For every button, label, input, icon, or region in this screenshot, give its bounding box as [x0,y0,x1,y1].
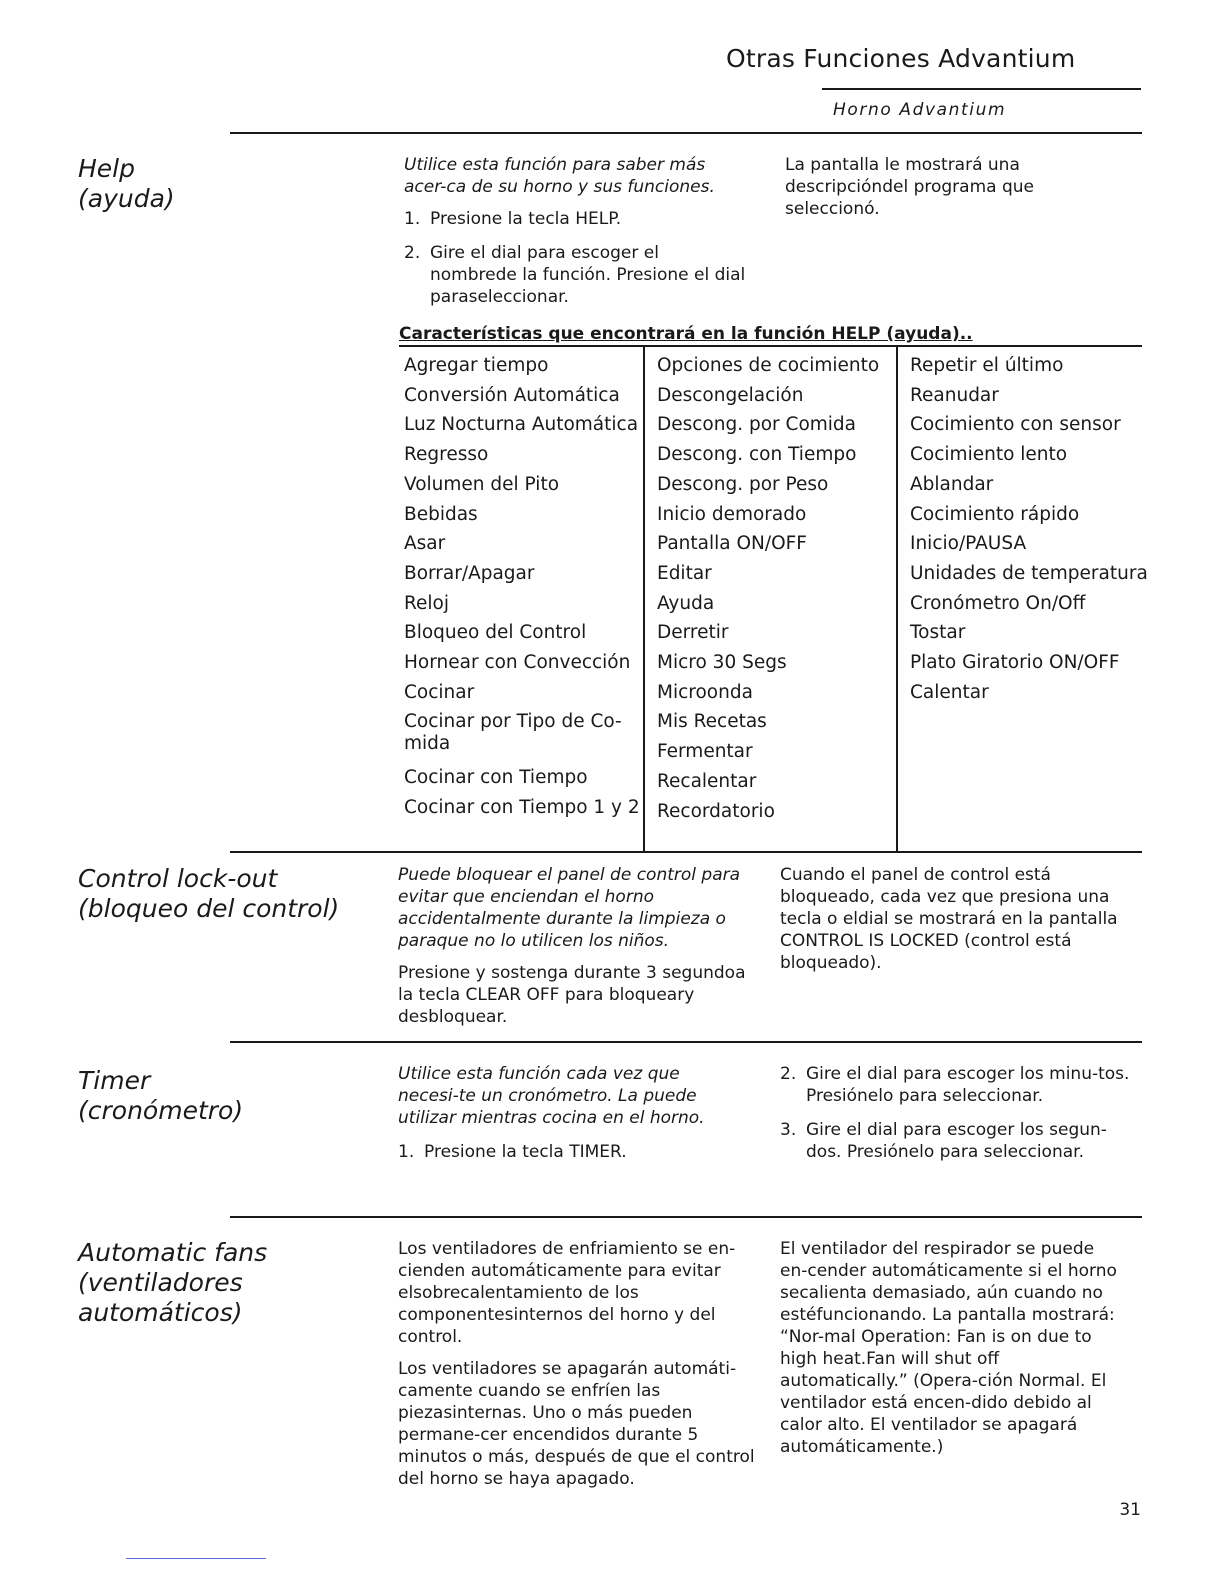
feature-item: Bloqueo del Control [404,622,587,644]
feature-item: Recalentar [657,770,757,792]
feature-item: Cocimiento con sensor [910,414,1121,436]
timer-step-number: 1. [398,1142,415,1162]
timer-title-line2: (cronómetro) [78,1096,244,1125]
timer-step-text: Gire el dial para escoger los minu-tos. Presiónelo para seleccionar. [806,1064,1130,1106]
help-title-line1: Help [78,154,135,183]
feature-item: Inicio/PAUSA [910,533,1027,555]
feature-item: Micro 30 Segs [657,652,787,674]
timer-section-title [78,1066,243,1126]
section-divider-lockout [230,851,1142,853]
lockout-instruction: Presione y sostenga durante 3 segundoa la tecla CLEAR OFF para bloqueary desbloquear. [398,963,746,1027]
help-step [404,208,749,230]
page-header-subtitle: Horno Advantium [833,100,1007,120]
feature-item: Repetir el último [910,355,1064,376]
feature-item: Plato Giratorio ON/OFF [910,652,1120,674]
lockout-title-line1: Control lock-out [78,864,278,893]
page-number: 31 [1119,1500,1141,1520]
features-table-top-rule [399,345,1142,347]
help-step [404,242,749,308]
help-step-number: 2. [404,243,421,263]
timer-step-text: Presione la tecla TIMER. [424,1142,627,1162]
feature-item: Cocinar por Tipo de Co-mida [404,711,622,755]
timer-step [398,1141,738,1163]
feature-item: Regresso [404,444,489,466]
feature-item: Conversión Automática [404,384,620,406]
footer-link-underline [126,1558,266,1559]
fans-title-line2: (ventiladores [78,1268,243,1297]
section-divider-timer [230,1041,1142,1043]
features-column-divider [643,347,645,853]
feature-item: Ablandar [910,473,994,495]
timer-step-text: Gire el dial para escoger los segun-dos. Presiónelo para seleccionar. [806,1120,1107,1162]
lockout-title-line2: (bloqueo del control) [78,894,340,923]
fans-section-title [78,1238,267,1328]
help-title-line2: (ayuda) [78,184,175,213]
feature-item: Volumen del Pito [404,473,560,495]
feature-item: Derretir [657,622,729,644]
help-step-text: Gire el dial para escoger el nombrede la función. Presione el dial paraseleccionar. [430,243,746,307]
timer-step [780,1119,1130,1163]
fans-right-column [780,1238,1125,1468]
feature-item: Cocinar [404,681,475,703]
feature-item: Calentar [910,681,989,703]
feature-item: Pantalla ON/OFF [657,533,807,555]
feature-item: Descongelación [657,384,804,406]
feature-item: Cocimiento lento [910,444,1068,466]
feature-item: Editar [657,562,712,584]
feature-item: Borrar/Apagar [404,562,535,584]
feature-item: Cronómetro On/Off [910,592,1086,614]
fans-title-line3: automáticos) [78,1298,243,1327]
timer-right-column [780,1063,1130,1175]
help-steps [404,208,749,308]
help-intro: Utilice esta función para saber más acer-ca de su horno y sus funciones. [404,155,715,197]
lockout-left-column [398,864,750,1038]
timer-intro: Utilice esta función cada vez que necesi-te un cronómetro. La puede utilizar mientras cocina en el horno. [398,1064,705,1128]
feature-item: Opciones de cocimiento [657,355,880,376]
feature-item: Inicio demorado [657,503,807,525]
feature-item: Reanudar [910,384,999,406]
lockout-section-title [78,864,339,924]
fans-left-paragraph-2: Los ventiladores se apagarán automáti-camente cuando se enfríen las piezasinternas. Uno o más pueden permane-cer encendidos durante 5 minutos o más, después de que el control del horno se haya apagado. [398,1359,755,1489]
section-divider-fans [230,1216,1142,1218]
lockout-right-text: Cuando el panel de control está bloqueado, cada vez que presiona una tecla o eldial se mostrará en la pantalla CONTROL IS LOCKED (control está bloqueado). [780,865,1118,973]
timer-step-number: 3. [780,1120,797,1140]
features-column-2 [657,351,879,826]
feature-item: Unidades de temperatura [910,562,1148,584]
lockout-intro: Puede bloquear el panel de control para evitar que enciendan el horno accidentalmente durante la limpieza o paraque no lo utilicen los niños. [398,865,741,951]
fans-left-paragraph-1: Los ventiladores de enfriamiento se en-cienden automáticamente para evitar elsobrecalentamiento de los componentesinternos del horno y del control. [398,1239,736,1347]
features-heading: Características que encontrará en la función HELP (ayuda).. [399,324,973,344]
timer-steps-right [780,1063,1130,1163]
feature-item: Reloj [404,592,450,614]
feature-item: Recordatorio [657,800,775,822]
features-column-1 [404,351,640,823]
timer-title-line1: Timer [78,1066,151,1095]
feature-item: Agregar tiempo [404,355,549,376]
lockout-right-column [780,864,1132,984]
feature-item: Cocinar con Tiempo 1 y 2 [404,797,640,819]
header-divider [822,88,1141,90]
help-right-column [785,154,1085,230]
feature-item: Descong. por Comida [657,414,857,436]
feature-item: Mis Recetas [657,711,767,733]
help-left-column [404,154,749,320]
timer-steps-left [398,1141,738,1163]
features-column-divider [896,347,898,853]
fans-title-line1: Automatic fans [78,1238,268,1267]
feature-item: Microonda [657,681,753,703]
help-step-number: 1. [404,209,421,229]
features-column-3 [910,351,1148,707]
timer-step [780,1063,1130,1107]
feature-item: Luz Nocturna Automática [404,414,639,436]
timer-left-column [398,1063,738,1175]
help-section-title [78,154,175,214]
fans-right-text: El ventilador del respirador se puede en-cender automáticamente si el horno secalienta demasiado, aún cuando no estéfuncionando. La pantalla mostrará: “Nor-mal Operation: Fan is on due to high heat.Fan will shut off automatically.” (Opera-ción Normal. El ventilador está encen-dido debido al calor alto. El ventilador se apagará automáticamente.) [780,1239,1117,1457]
help-step-text: Presione la tecla HELP. [430,209,622,229]
section-divider-help [230,132,1142,134]
feature-item: Asar [404,533,446,555]
fans-left-column [398,1238,758,1500]
feature-item: Cocimiento rápido [910,503,1080,525]
feature-item: Bebidas [404,503,478,525]
help-right-text: La pantalla le mostrará una descripcióndel programa que seleccionó. [785,155,1034,219]
feature-item: Descong. por Peso [657,473,829,495]
feature-item: Ayuda [657,592,715,614]
feature-item: Fermentar [657,741,753,763]
feature-item: Hornear con Convección [404,652,631,674]
feature-item: Cocinar con Tiempo [404,767,588,789]
page-header-title: Otras Funciones Advantium [726,44,1076,73]
timer-step-number: 2. [780,1064,797,1084]
feature-item: Tostar [910,622,966,644]
feature-item: Descong. con Tiempo [657,444,857,466]
